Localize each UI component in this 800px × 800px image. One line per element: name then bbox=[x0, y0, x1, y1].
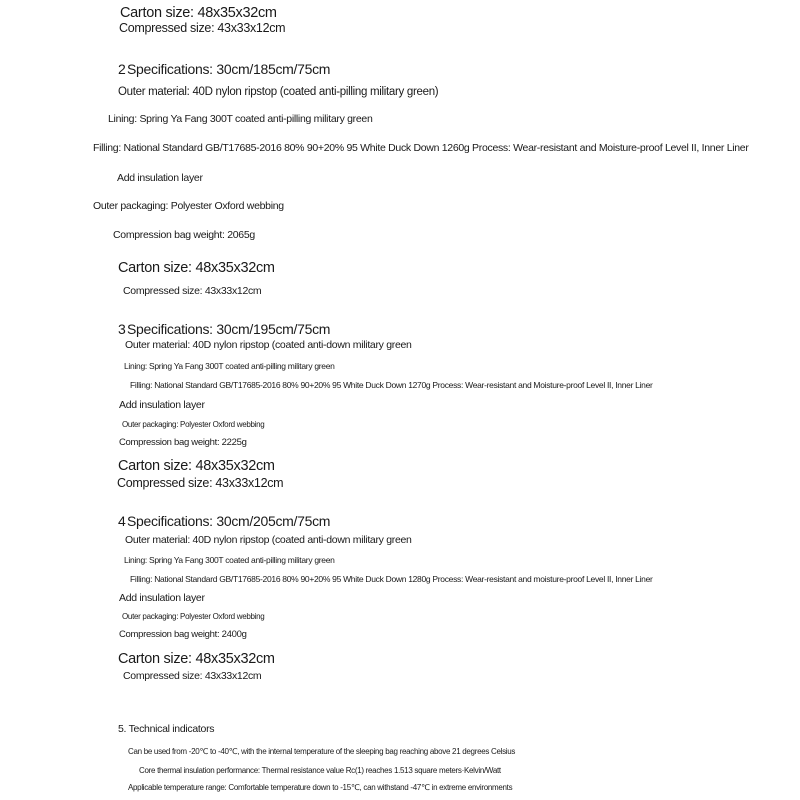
insulation-layer: Add insulation layer bbox=[117, 172, 203, 184]
filling: Filling: National Standard GB/T17685-2016 80% 90+20% 95 White Duck Down 1280g Process: Wear-resistant and moisture-proof Level II, Inner Liner bbox=[130, 574, 653, 584]
compressed-size: Compressed size: 43x33x12cm bbox=[123, 285, 262, 297]
outer-material: Outer material: 40D nylon ripstop (coated anti-pilling military green) bbox=[118, 86, 439, 98]
technical-indicators-heading: 5. Technical indicators bbox=[118, 723, 215, 735]
compression-bag-weight: Compression bag weight: 2225g bbox=[119, 437, 247, 448]
spec-number: 2 bbox=[118, 61, 126, 77]
spec-number: 3 bbox=[118, 321, 126, 337]
outer-packaging: Outer packaging: Polyester Oxford webbing bbox=[122, 612, 265, 621]
lining: Lining: Spring Ya Fang 300T coated anti-pilling military green bbox=[124, 555, 335, 565]
compression-bag-weight: Compression bag weight: 2065g bbox=[113, 229, 255, 241]
applicable-temperature-range: Applicable temperature range: Comfortable temperature down to -15℃, can withstand -47℃ in extreme environments bbox=[128, 783, 513, 792]
spec-text: Specifications: 30cm/205cm/75cm bbox=[127, 513, 331, 529]
outer-material: Outer material: 40D nylon ripstop (coated anti-down military green bbox=[125, 339, 412, 351]
compression-bag-weight: Compression bag weight: 2400g bbox=[119, 629, 247, 640]
carton-size: Carton size: 48x35x32cm bbox=[118, 260, 275, 276]
carton-size: Carton size: 48x35x32cm bbox=[120, 5, 277, 21]
spec-text: Specifications: 30cm/185cm/75cm bbox=[127, 61, 331, 77]
spec-number: 4 bbox=[118, 513, 126, 529]
core-thermal-performance: Core thermal insulation performance: Thermal resistance value Rc(1) reaches 1.513 square meters·Kelvin/Watt bbox=[139, 766, 501, 775]
compressed-size: Compressed size: 43x33x12cm bbox=[123, 670, 262, 682]
lining: Lining: Spring Ya Fang 300T coated anti-pilling military green bbox=[108, 113, 373, 125]
carton-size: Carton size: 48x35x32cm bbox=[118, 458, 275, 474]
lining: Lining: Spring Ya Fang 300T coated anti-pilling military green bbox=[124, 361, 335, 371]
carton-size: Carton size: 48x35x32cm bbox=[118, 651, 275, 667]
spec-text: Specifications: 30cm/195cm/75cm bbox=[127, 321, 331, 337]
usage-temperature: Can be used from -20℃ to -40℃, with the internal temperature of the sleeping bag reaching above 21 degrees Celsius bbox=[128, 747, 516, 756]
insulation-layer: Add insulation layer bbox=[119, 399, 205, 411]
outer-material: Outer material: 40D nylon ripstop (coated anti-down military green bbox=[125, 534, 412, 546]
compressed-size: Compressed size: 43x33x12cm bbox=[117, 476, 284, 490]
compressed-size: Compressed size: 43x33x12cm bbox=[119, 21, 286, 35]
outer-packaging: Outer packaging: Polyester Oxford webbing bbox=[93, 200, 284, 212]
specifications-heading bbox=[118, 514, 330, 528]
insulation-layer: Add insulation layer bbox=[119, 592, 205, 604]
specifications-heading bbox=[118, 322, 330, 336]
outer-packaging: Outer packaging: Polyester Oxford webbing bbox=[122, 420, 265, 429]
filling: Filling: National Standard GB/T17685-2016 80% 90+20% 95 White Duck Down 1270g Process: Wear-resistant and Moisture-proof Level II, Inner Liner bbox=[130, 380, 653, 390]
filling: Filling: National Standard GB/T17685-2016 80% 90+20% 95 White Duck Down 1260g Process: Wear-resistant and Moisture-proof Level II, Inner Liner bbox=[93, 142, 749, 154]
specifications-heading bbox=[118, 62, 330, 76]
